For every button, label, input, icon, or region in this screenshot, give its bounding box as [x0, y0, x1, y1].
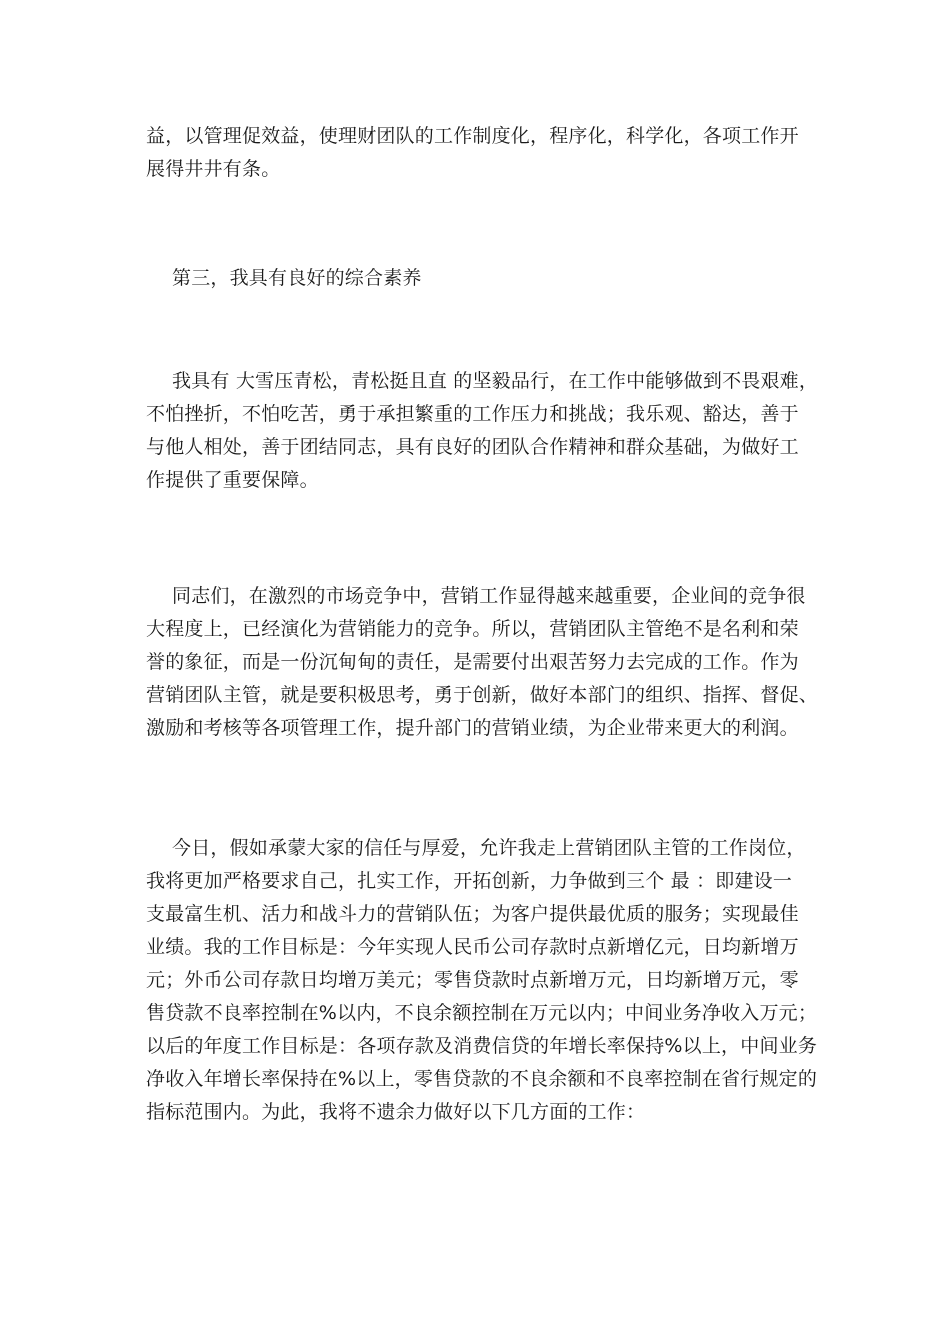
text-line: 指标范围内。为此，我将不遗余力做好以下几方面的工作：: [146, 1101, 646, 1123]
text-line: 营销团队主管，就是要积极思考，勇于创新，做好本部门的组织、指挥、督促、: [146, 684, 819, 706]
text-line: 激励和考核等各项管理工作，提升部门的营销业绩，为企业带来更大的利润。: [146, 717, 799, 739]
text-line: 与他人相处，善于团结同志，具有良好的团队合作精神和群众基础，为做好工: [146, 436, 799, 458]
text-line: 大程度上，已经演化为营销能力的竞争。所以，营销团队主管绝不是名利和荣: [146, 618, 799, 640]
text-line: 我将更加严格要求自己，扎实工作，开拓创新，力争做到三个 最 ：即建设一: [146, 870, 793, 892]
section-heading: [146, 262, 826, 295]
text-line: 作提供了重要保障。: [146, 469, 319, 491]
text-line: 我具有 大雪压青松，青松挺且直 的坚毅品行，在工作中能够做到不畏艰难，: [172, 370, 819, 392]
text-line: 售贷款不良率控制在%以内，不良余额控制在万元以内；中间业务净收入万元；: [146, 1002, 818, 1024]
text-line: 不怕挫折，不怕吃苦，勇于承担繁重的工作压力和挑战；我乐观、豁达，善于: [146, 403, 799, 425]
text-line: 展得井井有条。: [146, 158, 281, 180]
text-line: 誉的象征，而是一份沉甸甸的责任，是需要付出艰苦努力去完成的工作。作为: [146, 651, 799, 673]
text-line: 今日，假如承蒙大家的信任与厚爱，允许我走上营销团队主管的工作岗位，: [172, 837, 806, 859]
paragraph-continuation: [146, 120, 826, 186]
text-line: 业绩。我的工作目标是：今年实现人民币公司存款时点新增亿元，日均新增万: [146, 936, 799, 958]
text-line: 同志们，在激烈的市场竞争中，营销工作显得越来越重要，企业间的竞争很: [172, 585, 806, 607]
heading-line: 第三，我具有良好的综合素养: [172, 267, 422, 289]
text-line: 益，以管理促效益，使理财团队的工作制度化，程序化，科学化，各项工作开: [146, 125, 799, 147]
text-line: 支最富生机、活力和战斗力的营销队伍；为客户提供最优质的服务；实现最佳: [146, 903, 799, 925]
text-line: 净收入年增长率保持在%以上，零售贷款的不良余额和不良率控制在省行规定的: [146, 1068, 818, 1090]
paragraph-qualities: [146, 365, 826, 497]
text-line: 元；外币公司存款日均增万美元；零售贷款时点新增万元，日均新增万元，零: [146, 969, 799, 991]
paragraph-goals: [146, 832, 826, 1129]
paragraph-competition: [146, 580, 826, 745]
text-line: 以后的年度工作目标是：各项存款及消费信贷的年增长率保持%以上，中间业务: [146, 1035, 818, 1057]
